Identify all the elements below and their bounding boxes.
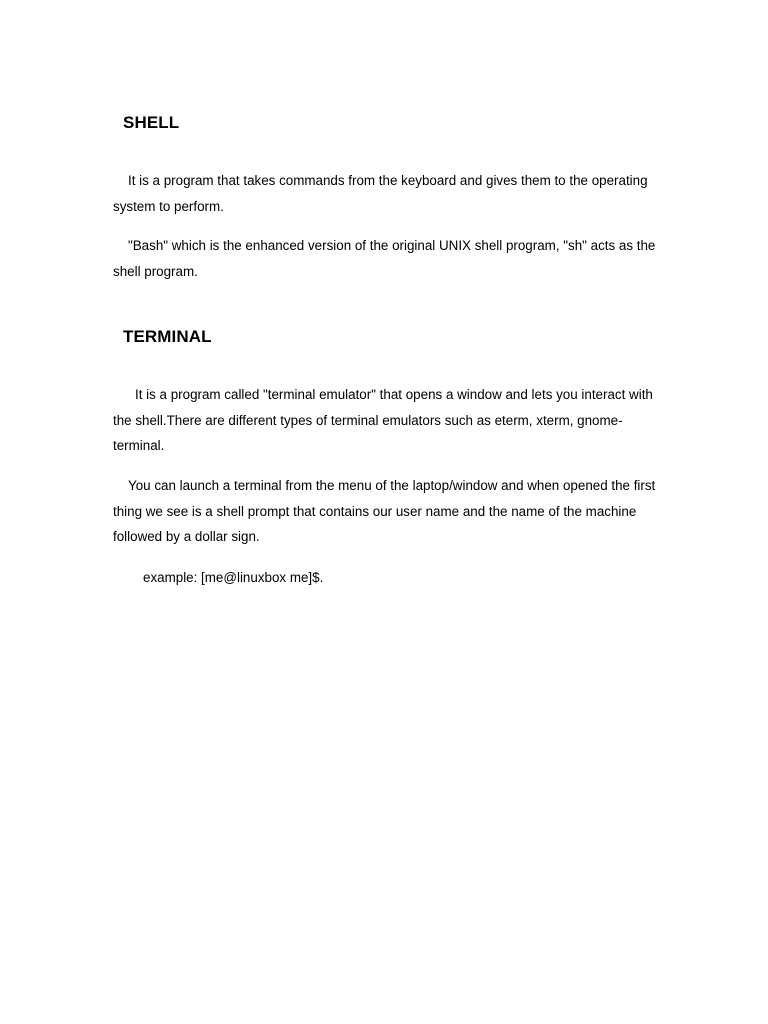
paragraph-prompt-example: example: [me@linuxbox me]$. (143, 570, 324, 585)
heading-terminal: TERMINAL (123, 327, 212, 346)
paragraph-bash-description: "Bash" which is the enhanced version of the original UNIX shell program, "sh" acts as the shell program. (113, 238, 656, 279)
paragraph-shell-definition: It is a program that takes commands from the keyboard and gives them to the operating system to perform. (113, 173, 648, 214)
paragraph-terminal-launch: You can launch a terminal from the menu of the laptop/window and when opened the first thing we see is a shell prompt that contains our user name and the name of the machine followed by a dollar sign. (113, 478, 656, 544)
paragraph-terminal-definition: It is a program called "terminal emulator" that opens a window and lets you interact with the shell.There are different types of terminal emulators such as eterm, xterm, gnome-terminal. (113, 387, 653, 453)
heading-shell: SHELL (123, 113, 180, 132)
